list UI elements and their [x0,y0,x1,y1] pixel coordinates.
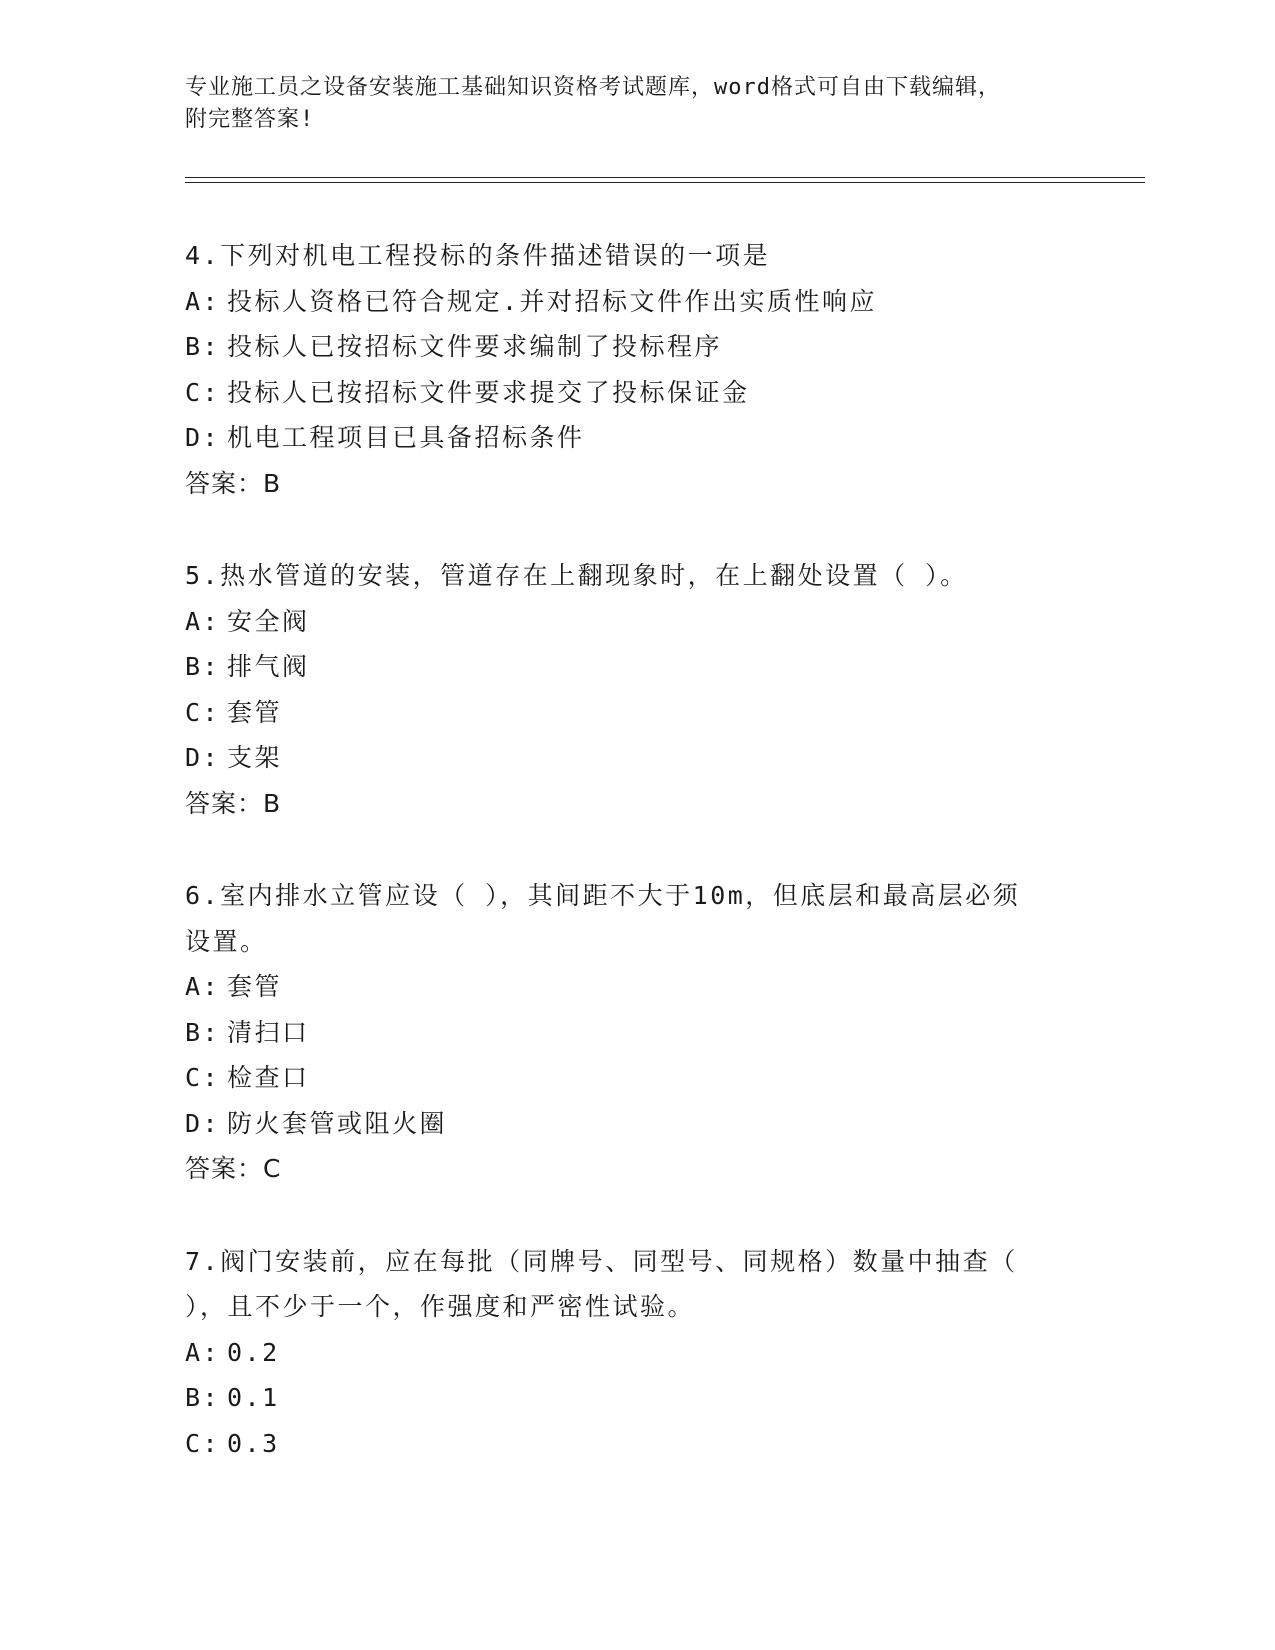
option-a [185,599,1085,645]
option-text: 检查口 [227,1063,310,1092]
option-key: C: [185,1063,221,1092]
option-text: 投标人资格已符合规定.并对招标文件作出实质性响应 [227,286,878,316]
option-key: A: [185,1337,221,1367]
option-key: D: [185,743,221,772]
option-d [185,735,1085,781]
option-key: B: [185,332,221,361]
header-line-1: 专业施工员之设备安装施工基础知识资格考试题库，word格式可自由下载编辑， [185,75,1001,100]
option-b [185,1375,1085,1421]
option-a [185,964,1085,1010]
header-divider-top [185,177,1145,178]
option-d [185,415,1085,461]
option-text: 安全阀 [227,606,310,636]
option-key: B: [185,652,221,681]
option-text: 0.3 [227,1428,280,1458]
option-key: D: [185,1108,221,1138]
option-text: 机电工程项目已具备招标条件 [227,423,585,452]
question-item [185,873,1085,1192]
option-b [185,644,1085,690]
question-stem: 5.热水管道的安装，管道存在上翻现象时，在上翻处设置（ ）。 [185,561,968,590]
option-a [185,1330,1085,1376]
option-text: 清扫口 [227,1017,310,1047]
option-text: 投标人已按招标文件要求提交了投标保证金 [227,377,750,407]
option-key: D: [185,423,221,452]
option-text: 套管 [227,697,283,727]
option-key: A: [185,606,221,636]
option-text: 套管 [227,972,283,1001]
option-text: 排气阀 [227,652,310,681]
option-a [185,279,1085,325]
answer-line: 答案：C [185,1154,282,1183]
option-text: 支架 [227,743,283,772]
option-b [185,1010,1085,1056]
question-list [185,233,1085,1513]
option-key: A: [185,286,221,316]
option-c [185,690,1085,736]
option-c [185,370,1085,416]
question-item [185,553,1085,826]
option-key: C: [185,697,221,727]
header-divider-bottom [185,182,1145,183]
question-stem-continued: 设置。 [185,926,268,956]
option-text: 0.1 [227,1383,280,1412]
answer-line: 答案：B [185,788,282,818]
document-header [185,72,1085,136]
question-stem: 4.下列对机电工程投标的条件描述错误的一项是 [185,241,771,270]
option-b [185,324,1085,370]
option-c [185,1421,1085,1467]
answer-line: 答案：B [185,468,282,498]
question-stem-continued: ），且不少于一个，作强度和严密性试验。 [185,1292,696,1321]
question-stem: 7.阀门安装前，应在每批（同牌号、同型号、同规格）数量中抽查（ [185,1246,1018,1276]
option-text: 0.2 [227,1337,280,1367]
option-d [185,1101,1085,1147]
option-key: C: [185,377,221,407]
option-key: B: [185,1017,221,1047]
option-key: B: [185,1383,221,1412]
option-text: 投标人已按招标文件要求编制了投标程序 [227,332,723,361]
header-line-2: 附完整答案! [185,107,315,132]
option-text: 防火套管或阻火圈 [227,1108,448,1138]
option-key: C: [185,1428,221,1458]
question-item [185,1239,1085,1467]
question-item [185,233,1085,506]
option-key: A: [185,972,221,1001]
option-c [185,1055,1085,1101]
question-stem: 6.室内排水立管应设（ ），其间距不大于10m，但底层和最高层必须 [185,881,1021,910]
